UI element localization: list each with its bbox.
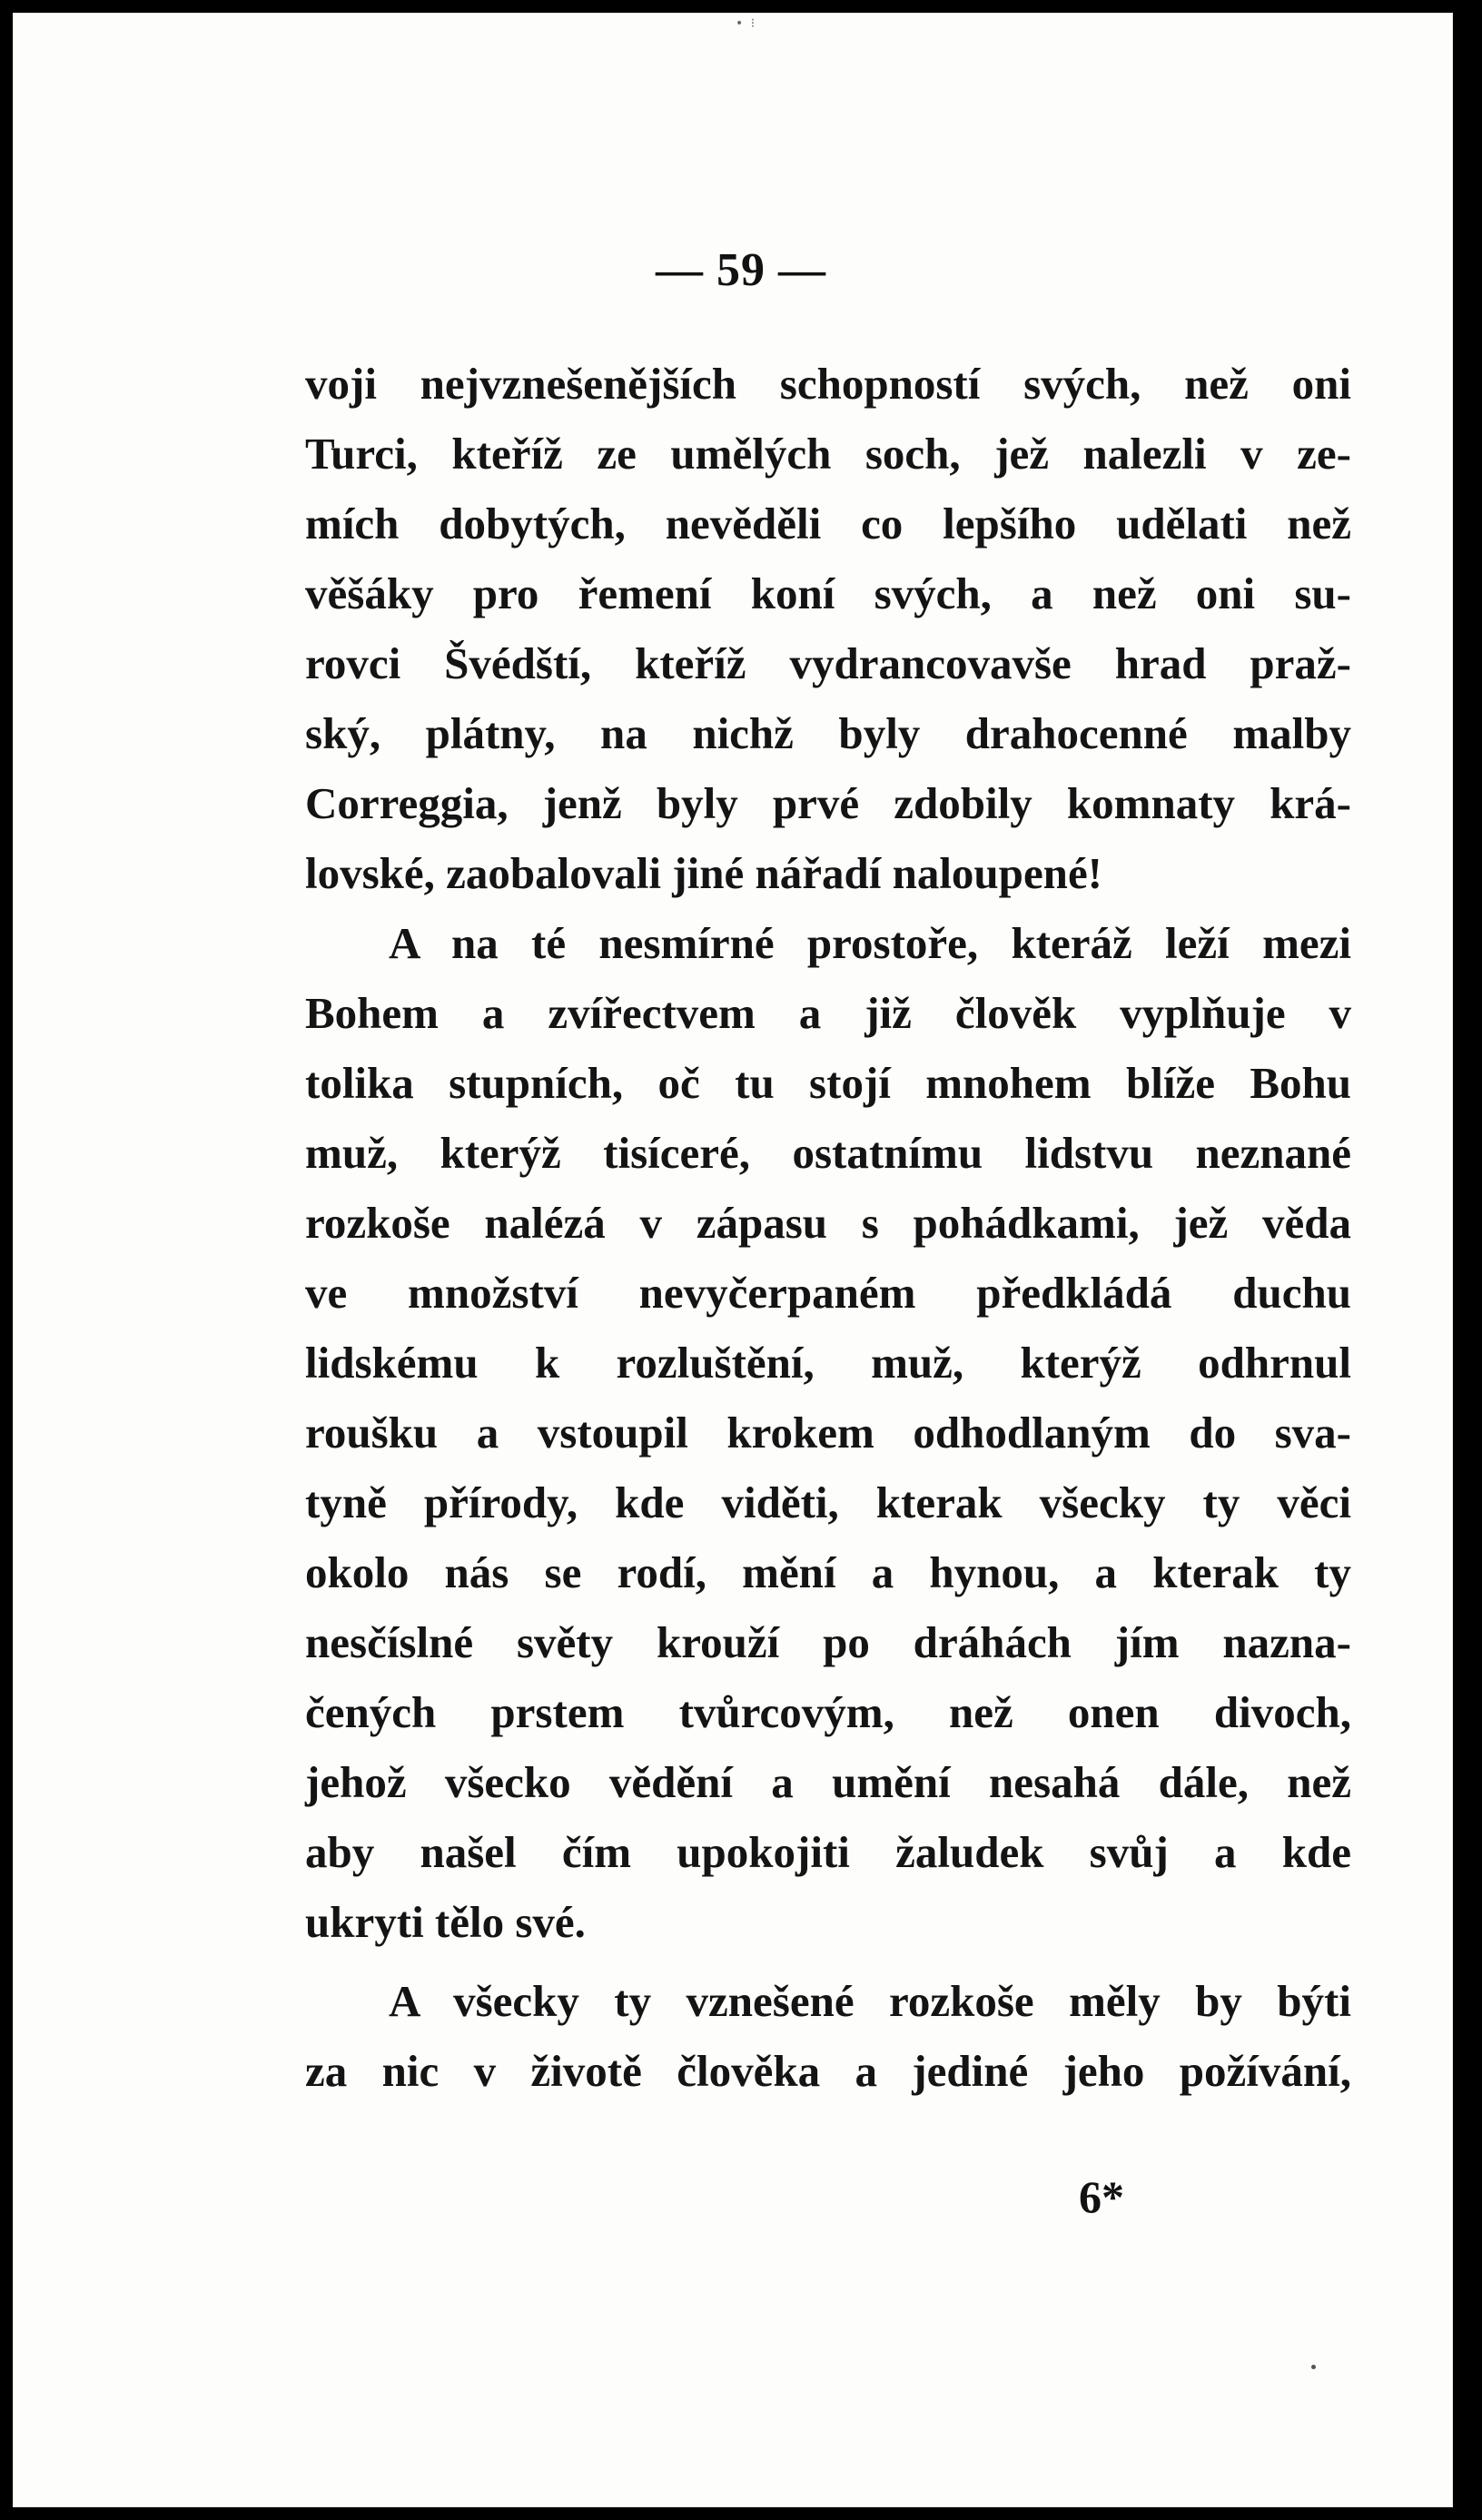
text-line: tolika stupních, oč tu stojí mnohem blíže Bohu bbox=[305, 1058, 1351, 1108]
paragraph bbox=[305, 908, 1351, 1957]
paragraph bbox=[305, 349, 1351, 908]
text-line: nesčíslné světy krouží po dráhách jím nazna- bbox=[305, 1617, 1351, 1667]
text-line: věšáky pro řemení koní svých, a než oni su- bbox=[305, 568, 1351, 618]
body-text bbox=[305, 349, 1351, 2106]
text-line: muž, kterýž tisíceré, ostatnímu lidstvu neznané bbox=[305, 1128, 1351, 1178]
text-line: lovské, zaobalovali jiné nářadí naloupené! bbox=[305, 848, 1103, 898]
text-line: tyně přírody, kde viděti, kterak všecky ty věci bbox=[305, 1477, 1351, 1527]
page-number: — 59 — bbox=[656, 244, 826, 296]
paragraph bbox=[305, 1966, 1351, 2106]
top-mark: • ⁝ bbox=[736, 16, 757, 31]
text-line: voji nejvznešenějších schopností svých, než oni bbox=[305, 359, 1351, 409]
text-line: A všecky ty vznešené rozkoše měly by býti bbox=[389, 1976, 1351, 2026]
text-line: lidskému k rozluštění, muž, kterýž odhrnul bbox=[305, 1338, 1351, 1388]
text-line: ve množství nevyčerpaném předkládá duchu bbox=[305, 1268, 1351, 1318]
text-line: ský, plátny, na nichž byly drahocenné malby bbox=[305, 708, 1351, 758]
text-line: ukryti tělo své. bbox=[305, 1897, 586, 1947]
text-line: okolo nás se rodí, mění a hynou, a kterak ty bbox=[305, 1547, 1351, 1597]
text-line: čených prstem tvůrcovým, než onen divoch, bbox=[305, 1687, 1351, 1737]
text-line: Bohem a zvířectvem a již člověk vyplňuje v bbox=[305, 988, 1351, 1038]
text-line: Turci, kteříž ze umělých soch, jež nalezli v ze- bbox=[305, 429, 1351, 479]
scan-border bbox=[1453, 0, 1482, 2520]
text-line: za nic v životě člověka a jediné jeho požívání, bbox=[305, 2046, 1351, 2096]
text-line: aby našel čím upokojiti žaludek svůj a kde bbox=[305, 1827, 1351, 1877]
text-line: jehož všecko vědění a umění nesahá dále, než bbox=[305, 1757, 1351, 1807]
text-line: Correggia, jenž byly prvé zdobily komnaty krá- bbox=[305, 778, 1351, 828]
text-line: roušku a vstoupil krokem odhodlaným do sva- bbox=[305, 1408, 1351, 1458]
text-line: rozkoše nalézá v zápasu s pohádkami, jež věda bbox=[305, 1198, 1351, 1248]
text-line: rovci Švédští, kteříž vydrancovavše hrad praž- bbox=[305, 638, 1351, 688]
signature-mark: 6* bbox=[1079, 2171, 1124, 2222]
ink-speck bbox=[1311, 2365, 1316, 2369]
text-line: A na té nesmírné prostoře, kteráž leží mezi bbox=[389, 918, 1351, 968]
paragraph-gap bbox=[305, 1957, 1351, 1966]
text-line: mích dobytých, nevěděli co lepšího udělati než bbox=[305, 499, 1351, 548]
